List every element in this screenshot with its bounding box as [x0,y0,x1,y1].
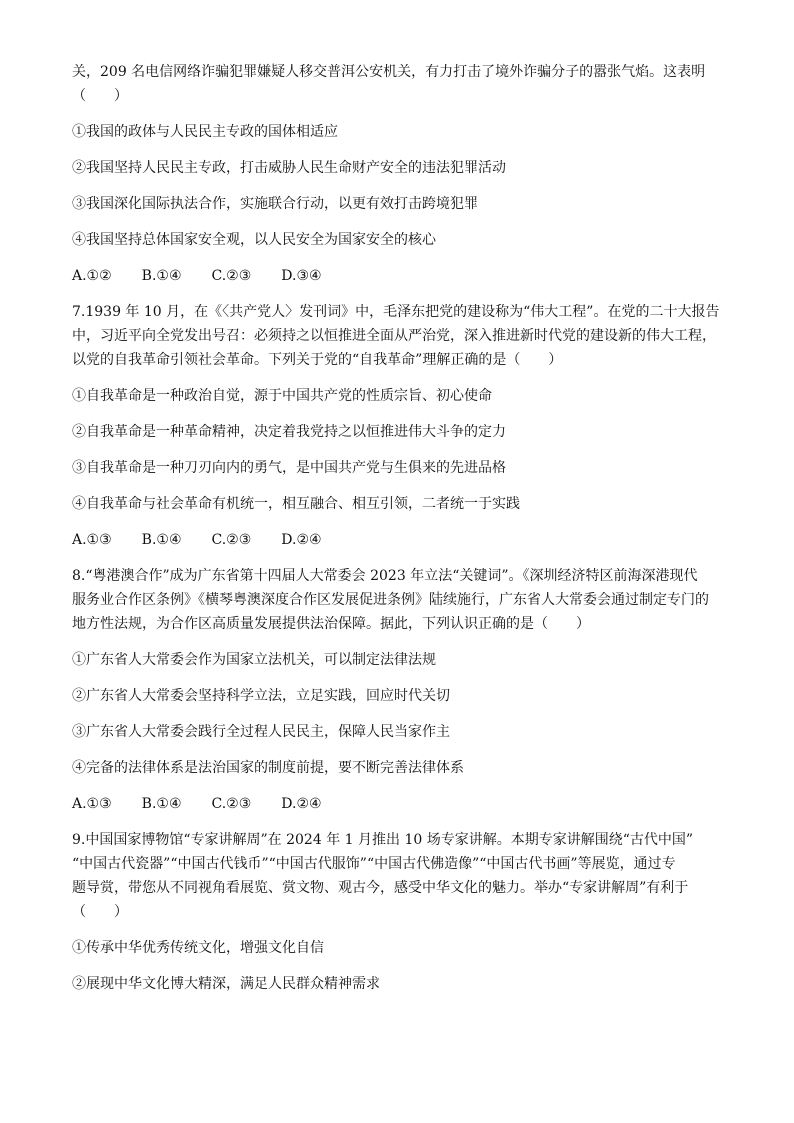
option-4: ④我国坚持总体国家安全观，以人民安全为国家安全的核心 [72,232,436,248]
stem-line: 以党的自我革命引领社会革命。下列关于党的“自我革命”理解正确的是（ ） [72,352,563,368]
option-2: ②自我革命是一种革命精神，决定着我党持之以恒推进伟大斗争的定力 [72,424,506,440]
option-3: ③自我革命是一种刀刃向内的勇气，是中国共产党与生俱来的先进品格 [72,460,506,476]
choice-b: B.①④ [141,532,182,548]
choice-b: B.①④ [141,268,182,284]
stem-line: 关，209 名电信网络诈骗犯罪嫌疑人移交普洱公安机关，有力打击了境外诈骗分子的嚣张气焰。这表明 [72,64,706,80]
answer-choices [72,792,722,816]
choice-c: C.②③ [211,796,252,812]
option-4: ④自我革命与社会革命有机统一，相互融合、相互引领，二者统一于实践 [72,496,520,512]
exam-page [72,60,722,996]
choice-b: B.①④ [141,796,182,812]
option-3: ③我国深化国际执法合作，实施联合行动，以更有效打击跨境犯罪 [72,196,478,212]
stem-line: “中国古代瓷器”“中国古代钱币”“中国古代服饰”“中国古代佛造像”“中国古代书画”等展览，通过专 [72,856,676,872]
question-7 [72,300,722,552]
stem-line: 地方性法规，为合作区高质量发展提供法治保障。据此，下列认识正确的是（ ） [72,616,590,632]
stem-line: （ ） [72,904,128,920]
question-8 [72,564,722,816]
choice-a: A.①③ [72,796,112,812]
question-stem [72,564,722,636]
stem-line: 8.“粤港澳合作”成为广东省第十四届人大常委会 2023 年立法“关键词”。《深圳经济特区前海深港现代 [72,568,698,584]
choice-d: D.②④ [281,796,322,812]
option-1: ①自我革命是一种政治自觉，源于中国共产党的性质宗旨、初心使命 [72,388,492,404]
choice-a: A.①③ [72,532,112,548]
stem-line: 题导赏，带您从不同视角看展览、赏文物、观古今，感受中华文化的魅力。举办“专家讲解周”有利于 [72,880,689,896]
question-9 [72,828,722,996]
question-6 [72,60,722,288]
stem-line: 9.中国国家博物馆“专家讲解周”在 2024 年 1 月推出 10 场专家讲解。本期专家讲解围绕“古代中国” [72,832,694,848]
answer-choices [72,528,722,552]
choice-c: C.②③ [211,532,252,548]
choice-c: C.②③ [211,268,252,284]
question-stem [72,60,722,108]
question-stem [72,828,722,924]
option-1: ①广东省人大常委会作为国家立法机关，可以制定法律法规 [72,652,436,668]
question-stem [72,300,722,372]
stem-line: 服务业合作区条例》《横琴粤澳深度合作区发展促进条例》陆续施行，广东省人大常委会通过制定专门的 [72,592,709,608]
stem-line: 7.1939 年 10 月，在《〈共产党人〉发刊词》中，毛泽东把党的建设称为“伟大工程”。在党的二十大报告 [72,304,720,320]
choice-d: D.③④ [281,268,322,284]
option-2: ②我国坚持人民民主专政，打击威胁人民生命财产安全的违法犯罪活动 [72,160,506,176]
stem-line: （ ） [72,88,128,104]
option-3: ③广东省人大常委会践行全过程人民民主，保障人民当家作主 [72,724,450,740]
stem-line: 中，习近平向全党发出号召：必须持之以恒推进全面从严治党，深入推进新时代党的建设新的伟大工程， [72,328,716,344]
choice-a: A.①② [72,268,112,284]
choice-d: D.②④ [281,532,322,548]
option-2: ②展现中华文化博大精深，满足人民群众精神需求 [72,976,380,992]
option-2: ②广东省人大常委会坚持科学立法，立足实践，回应时代关切 [72,688,450,704]
option-4: ④完备的法律体系是法治国家的制度前提，要不断完善法律体系 [72,760,464,776]
option-1: ①传承中华优秀传统文化，增强文化自信 [72,940,324,956]
answer-choices [72,264,722,288]
option-1: ①我国的政体与人民民主专政的国体相适应 [72,124,338,140]
